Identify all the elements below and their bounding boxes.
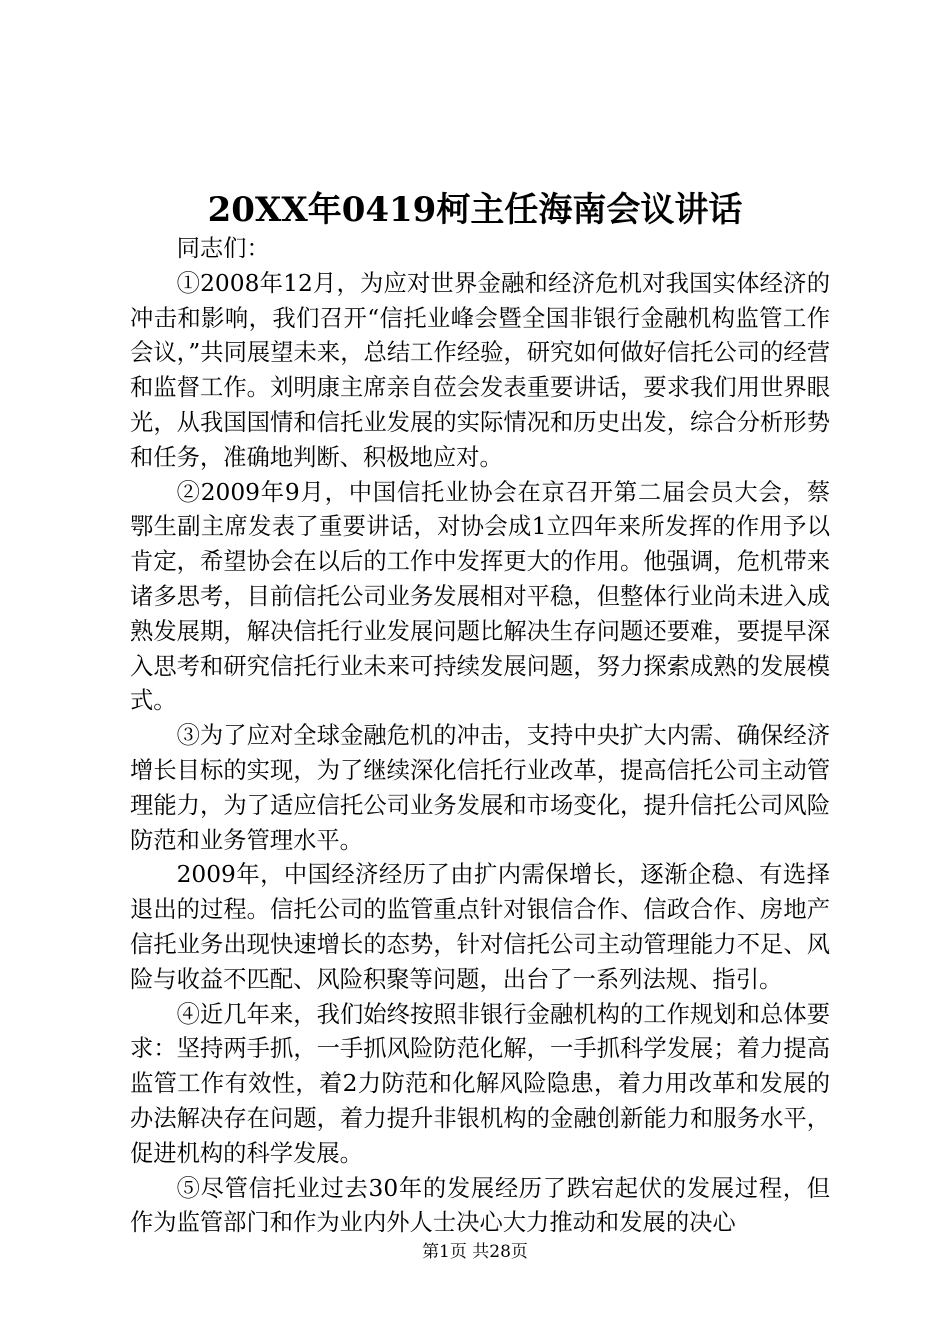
document-title: 20XX年0419柯主任海南会议讲话 (207, 190, 743, 230)
paragraph-2: ②2009年9月，中国信托业协会在京召开第二届会员大会，蔡鄂生副主席发表了重要讲话，对协会成1立四年来所发挥的作用予以肯定，希望协会在以后的工作中发挥更大的作用。他强调，危机带来诸多思考，目前信托公司业务发展相对平稳，但整体行业尚未进入成熟发展期，解决信托行业发展问题比解决生存问题还要难，要提早深入思考和研究信托行业未来可持续发展问题，努力探索成熟的发展模式。 (130, 478, 830, 715)
paragraph-1: ①2008年12月，为应对世界金融和经济危机对我国实体经济的冲击和影响，我们召开“信托业峰会暨全国非银行金融机构监管工作会议，”共同展望未来，总结工作经验，研究如何做好信托公司的经营和监督工作。刘明康主席亲自莅会发表重要讲话，要求我们用世界眼光，从我国国情和信托业发展的实际情况和历史出发，综合分析形势和任务，准确地判断、积极地应对。 (130, 269, 830, 471)
document-body (130, 232, 830, 1241)
paragraph-6: ⑤尽管信托业过去30年的发展经历了跌宕起伏的发展过程，但作为监管部门和作为业内外人士决心大力推动和发展的决心 (130, 1174, 830, 1237)
page-number-footer: 第1页 共28页 (422, 1242, 528, 1262)
paragraph-3: ③为了应对全球金融危机的冲击，支持中央扩大内需、确保经济增长目标的实现，为了继续深化信托行业改革，提高信托公司主动管理能力，为了适应信托公司业务发展和市场变化，提升信托公司风险防范和业务管理水平。 (130, 722, 830, 854)
paragraph-4: 2009年，中国经济经历了由扩内需保增长，逐渐企稳、有选择退出的过程。信托公司的监管重点针对银信合作、信政合作、房地产信托业务出现快速增长的态势，针对信托公司主动管理能力不足、风险与收益不匹配、风险积聚等问题，出台了一系列法规、指引。 (130, 861, 830, 993)
salutation: 同志们： (176, 235, 270, 262)
paragraph-5: ④近几年来，我们始终按照非银行金融机构的工作规划和总体要求：坚持两手抓，一手抓风险防范化解，一手抓科学发展；着力提高监管工作有效性，着2力防范和化解风险隐患，着力用改革和发展的办法解决存在问题，着力提升非银机构的金融创新能力和服务水平，促进机构的科学发展。 (130, 1000, 830, 1167)
